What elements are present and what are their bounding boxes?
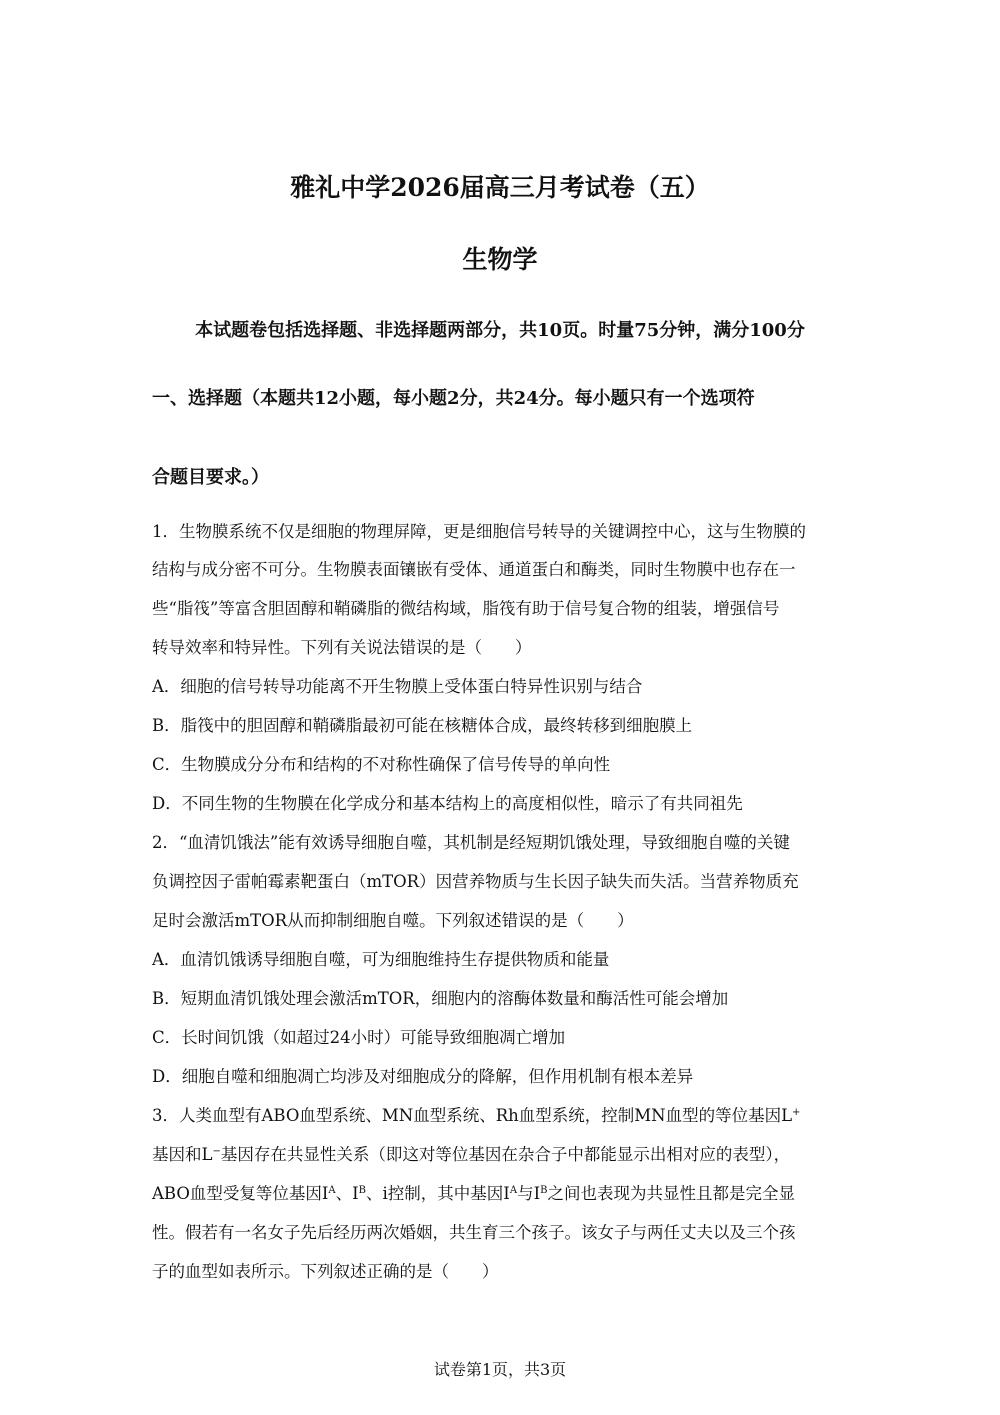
q1-option-c: C．生物膜成分分布和结构的不对称性确保了信号传导的单向性 <box>152 755 611 774</box>
subject-title: 生物学 <box>462 245 538 274</box>
q3-superscript: − <box>212 1146 221 1157</box>
q1-stem-line: 些“脂筏”等富含胆固醇和鞘磷脂的微结构域，脂筏有助于信号复合物的组装，增强信号 <box>152 599 780 618</box>
q1-stem-line: 结构与成分密不可分。生物膜表面镶嵌有受体、通道蛋白和酶类，同时生物膜中也存在一 <box>152 560 796 579</box>
section-heading-line2: 合题目要求。） <box>152 467 269 488</box>
q2-option-c: C．长时间饥饿（如超过24小时）可能导致细胞凋亡增加 <box>152 1028 566 1047</box>
exam-notice: 本试题卷包括选择题、非选择题两部分，共10页。时量75分钟，满分100分 <box>195 320 805 341</box>
q2-stem-line: 2．“血清饥饿法”能有效诱导细胞自噬，其机制是经短期饥饿处理，导致细胞自噬的关键 <box>152 833 790 852</box>
q3-text: ABO血型受复等位基因I <box>152 1184 329 1203</box>
q3-text: 基因和L <box>152 1145 213 1164</box>
q2-option-d: D．细胞自噬和细胞凋亡均涉及对细胞成分的降解，但作用机制有根本差异 <box>152 1067 694 1086</box>
q1-stem-line: 1．生物膜系统不仅是细胞的物理屏障，更是细胞信号转导的关键调控中心，这与生物膜的 <box>152 522 806 541</box>
q3-text: 基因存在共显性关系（即这对等位基因在杂合子中都能显示出相对应的表型）， <box>220 1145 791 1164</box>
q1-option-a: A．细胞的信号转导功能离不开生物膜上受体蛋白特异性识别与结合 <box>152 677 643 696</box>
q3-superscript: A <box>509 1185 518 1196</box>
q3-text: 、i控制，其中基因I <box>366 1184 510 1203</box>
q2-stem-line: 足时会激活mTOR从而抑制细胞自噬。下列叙述错误的是（ ） <box>152 911 634 930</box>
q3-text: 3．人类血型有ABO血型系统、MN血型系统、Rh血型系统，控制MN血型的等位基因L <box>152 1106 793 1125</box>
q3-superscript: B <box>358 1185 367 1196</box>
page-footer: 试卷第1页，共3页 <box>433 1360 567 1379</box>
q2-stem-line: 负调控因子雷帕霉素靶蛋白（mTOR）因营养物质与生长因子缺失而失活。当营养物质充 <box>152 872 799 891</box>
q3-superscript: A <box>328 1185 336 1196</box>
q3-text: 之间也表现为共显性且都是完全显 <box>547 1184 795 1203</box>
q3-stem-line <box>152 1180 795 1204</box>
q3-stem-line <box>152 1141 790 1165</box>
q1-option-b: B．脂筏中的胆固醇和鞘磷脂最初可能在核糖体合成，最终转移到细胞膜上 <box>152 716 693 735</box>
q1-stem-line: 转导效率和特异性。下列有关说法错误的是（ ） <box>152 638 532 657</box>
q2-option-b: B．短期血清饥饿处理会激活mTOR，细胞内的溶酶体数量和酶活性可能会增加 <box>152 989 729 1008</box>
q3-stem-line: 性。假若有一名女子先后经历两次婚姻，共生育三个孩子。该女子与两任丈夫以及三个孩 <box>152 1223 796 1242</box>
q3-superscript: B <box>540 1185 548 1196</box>
q1-option-d: D．不同生物的生物膜在化学成分和基本结构上的高度相似性，暗示了有共同祖先 <box>152 794 743 813</box>
q3-stem-line: 子的血型如表所示。下列叙述正确的是（ ） <box>152 1262 499 1281</box>
q3-text: 与I <box>517 1184 541 1203</box>
q2-option-a: A．血清饥饿诱导细胞自噬，可为细胞维持生存提供物质和能量 <box>152 950 610 969</box>
exam-title: 雅礼中学2026届高三月考试卷（五） <box>290 173 710 202</box>
q3-superscript: + <box>792 1107 801 1118</box>
q3-text: 、I <box>335 1184 359 1203</box>
section-heading-line1: 一、选择题（本题共12小题，每小题2分，共24分。每小题只有一个选项符 <box>152 388 755 409</box>
q3-stem-line <box>152 1102 800 1126</box>
